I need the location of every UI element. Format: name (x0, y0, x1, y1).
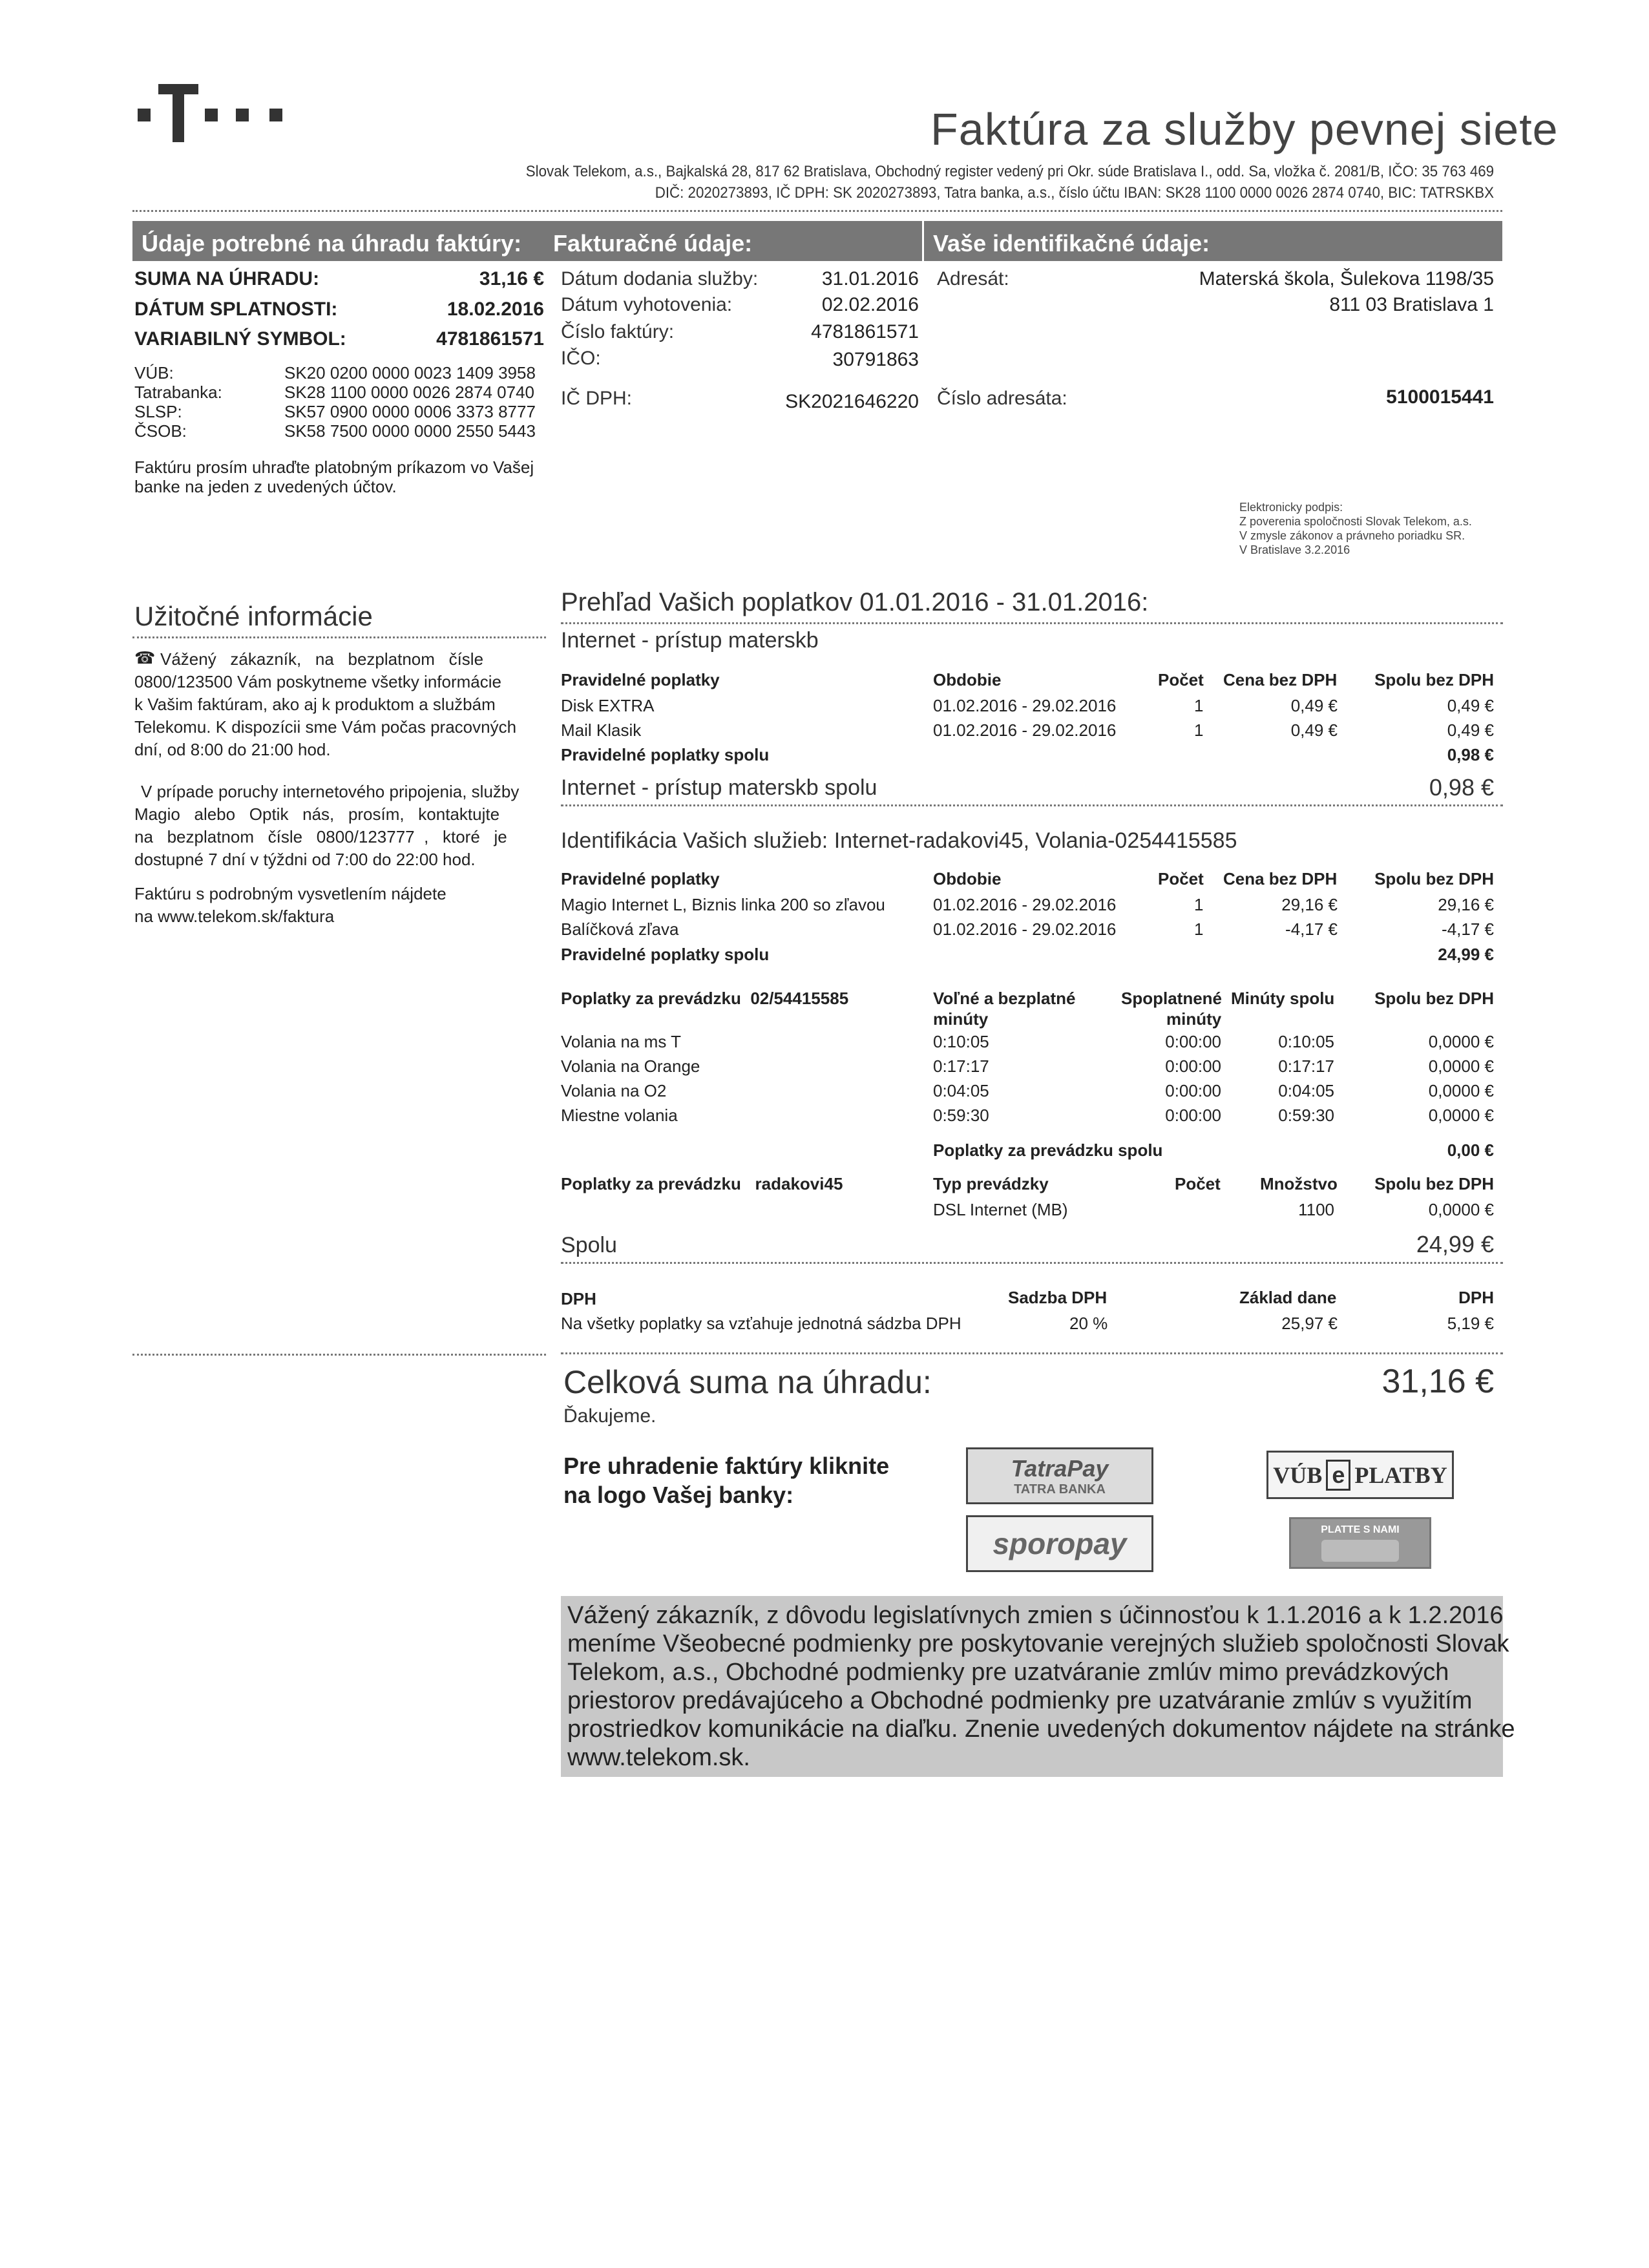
col-total: Spolu bez DPH (1374, 869, 1494, 888)
vat-heading: DPH (561, 1289, 596, 1308)
sporopay-button[interactable] (966, 1515, 1153, 1572)
billing-value: 31.01.2016 (821, 268, 919, 289)
section1-sum-label: Pravidelné poplatky spolu (561, 745, 770, 764)
splatnost-value: 18.02.2016 (446, 299, 544, 320)
row-period: 01.02.2016 - 29.02.2016 (933, 720, 1117, 740)
bank-iban: SK57 0900 0000 0006 3373 8777 (284, 402, 536, 421)
col-count: Počet (1175, 1174, 1221, 1193)
billing-heading: Fakturačné údaje: (544, 221, 922, 261)
vat-row-label: Na všetky poplatky sa vzťahuje jednotná sádzba DPH (561, 1314, 961, 1333)
company-line-2: DIČ: 2020273893, IČ DPH: SK 2020273893, Tatra banka, a.s., číslo účtu IBAN: SK28 1100 0000 0026 2874 0740, BIC: TATRSKBX (655, 184, 1494, 202)
col-type: Typ prevádzky (933, 1174, 1049, 1193)
traffic-paid: 0:00:00 (1165, 1056, 1221, 1076)
telekom-logo (132, 78, 300, 149)
section2-sum-value: 24,99 € (1438, 945, 1494, 964)
row-period: 01.02.2016 - 29.02.2016 (933, 919, 1117, 939)
row-total: -4,17 € (1442, 919, 1494, 939)
vub-platby-button[interactable] (1266, 1451, 1454, 1499)
col-price: Cena bez DPH (1223, 869, 1338, 888)
col-price: Cena bez DPH (1223, 670, 1338, 689)
data-qty: 1100 (1298, 1200, 1334, 1219)
traffic-free: 0:04:05 (933, 1081, 989, 1100)
vub-label: VÚB (1273, 1462, 1323, 1488)
spolu-label: Spolu (561, 1233, 617, 1257)
info-divider (132, 636, 546, 638)
traffic-item: Volania na ms T (561, 1032, 681, 1051)
data-heading: Poplatky za prevádzku radakovi45 (561, 1174, 843, 1193)
traffic-item: Volania na O2 (561, 1081, 667, 1100)
invoice-title: Faktúra za služby pevnej siete (930, 104, 1559, 154)
info-bottom-divider (132, 1354, 546, 1356)
bank-name: Tatrabanka: (134, 383, 222, 402)
row-count: 1 (1194, 720, 1204, 740)
col-total: Spolu bez DPH (1374, 670, 1494, 689)
payment-note: Faktúru prosím uhraďte platobným príkazom vo Vašej (134, 457, 534, 477)
row-total: 0,49 € (1447, 720, 1494, 740)
suma-label: SUMA NA ÚHRADU: (134, 268, 320, 289)
vat-vat-col: DPH (1458, 1288, 1494, 1307)
billing-value: 02.02.2016 (821, 294, 919, 315)
adresat-line-1: Materská škola, Šulekova 1198/35 (1199, 268, 1494, 289)
cislo-adresata-value: 5100015441 (1386, 386, 1494, 408)
vat-rate-col: Sadzba DPH (1008, 1288, 1108, 1307)
notice-line: www.telekom.sk. (567, 1744, 750, 1771)
notice-line: Vážený zákazník, z dôvodu legislatívnych zmien s účinnosťou k 1.1.2016 a k 1.2.2016 (567, 1602, 1504, 1629)
col-item: Pravidelné poplatky (561, 869, 720, 888)
info-text: dostupné 7 dní v týždni od 7:00 do 22:00 hod. (134, 850, 476, 869)
col-count: Počet (1158, 670, 1204, 689)
sporopay-label: sporopay (993, 1527, 1127, 1560)
csob-label: PLATTE S NAMI (1321, 1524, 1400, 1535)
csob-logo-icon (1321, 1540, 1399, 1562)
info-text: dní, od 8:00 do 21:00 hod. (134, 740, 331, 759)
info-text: 0800/123500 Vám poskytneme všetky informácie (134, 672, 501, 691)
notice-line: priestorov predávajúceho a Obchodné podmienky pre uzatváranie zmlúv s využitím (567, 1687, 1473, 1714)
info-text: Vážený zákazník, na bezplatnom čísle (160, 649, 484, 669)
spolu-divider (561, 1262, 1503, 1264)
vs-value: 4781861571 (436, 328, 544, 350)
traffic-heading: Poplatky za prevádzku 02/54415585 (561, 989, 849, 1008)
thanks-text: Ďakujeme. (563, 1405, 656, 1427)
suma-value: 31,16 € (479, 268, 544, 289)
traffic-free: 0:17:17 (933, 1056, 989, 1076)
col-period: Obdobie (933, 869, 1002, 888)
col-free: minúty (933, 1009, 989, 1029)
vat-base: 25,97 € (1281, 1314, 1338, 1333)
billing-label: IČO: (561, 348, 601, 369)
notice-line: meníme Všeobecné podmienky pre poskytovanie verejných služieb spoločnosti Slovak (567, 1630, 1509, 1657)
tatrapay-sub: TATRA BANKA (1014, 1482, 1106, 1496)
col-paid: minúty (1166, 1009, 1222, 1029)
signature-line: V zmysle zákonov a právneho poriadku SR. (1239, 529, 1465, 542)
traffic-total: 0,0000 € (1428, 1032, 1494, 1051)
row-item: Disk EXTRA (561, 696, 655, 715)
col-count: Počet (1158, 869, 1204, 888)
row-period: 01.02.2016 - 29.02.2016 (933, 895, 1117, 914)
col-total: Spolu bez DPH (1374, 989, 1494, 1008)
section1-sum-value: 0,98 € (1447, 745, 1494, 764)
pay-prompt: na logo Vašej banky: (563, 1482, 794, 1508)
signature-line: Elektronicky podpis: (1239, 501, 1343, 514)
pay-prompt: Pre uhradenie faktúry kliknite (563, 1453, 890, 1479)
traffic-minutes: 0:10:05 (1278, 1032, 1334, 1051)
cislo-adresata-label: Číslo adresáta: (937, 388, 1067, 409)
traffic-paid: 0:00:00 (1165, 1032, 1221, 1051)
vs-label: VARIABILNÝ SYMBOL: (134, 328, 346, 350)
row-price: 0,49 € (1290, 720, 1338, 740)
col-free: Voľné a bezplatné (933, 989, 1076, 1008)
vub-platby-label: PLATBY (1354, 1462, 1447, 1488)
row-item: Balíčková zľava (561, 919, 679, 939)
adresat-label: Adresát: (937, 268, 1009, 289)
traffic-paid: 0:00:00 (1165, 1081, 1221, 1100)
info-link[interactable]: na www.telekom.sk/faktura (134, 907, 335, 926)
col-paid: Spoplatnené (1121, 989, 1223, 1008)
traffic-item: Volania na Orange (561, 1056, 700, 1076)
bank-iban: SK28 1100 0000 0026 2874 0740 (284, 383, 534, 402)
legal-notice (561, 1596, 1515, 1777)
signature-line: Z poverenia spoločnosti Slovak Telekom, a.s. (1239, 515, 1472, 528)
vat-value: 5,19 € (1447, 1314, 1494, 1333)
billing-value: 4781861571 (811, 321, 919, 342)
billing-value: 30791863 (832, 349, 919, 370)
payment-note: banke na jeden z uvedených účtov. (134, 477, 397, 496)
section1-title: Internet - prístup materskb (561, 628, 819, 653)
traffic-minutes: 0:59:30 (1278, 1106, 1334, 1125)
info-text: V prípade poruchy internetového pripojenia, služby (141, 782, 520, 801)
billing-value: SK2021646220 (785, 391, 919, 412)
overview-heading: Prehľad Vašich poplatkov 01.01.2016 - 31.01.2016: (561, 588, 1149, 616)
info-text: Faktúru s podrobným vysvetlením nájdete (134, 884, 446, 903)
row-total: 0,49 € (1447, 696, 1494, 715)
bank-iban: SK20 0200 0000 0023 1409 3958 (284, 363, 536, 383)
adresat-line-2: 811 03 Bratislava 1 (1329, 294, 1494, 315)
vat-divider (561, 1352, 1503, 1354)
section2-sum-label: Pravidelné poplatky spolu (561, 945, 770, 964)
csob-platte-button[interactable] (1289, 1517, 1431, 1569)
col-item: Pravidelné poplatky (561, 670, 720, 689)
bank-name: SLSP: (134, 402, 182, 421)
bank-name: ČSOB: (134, 421, 187, 441)
info-text: Magio alebo Optik nás, prosím, kontaktujte (134, 804, 500, 824)
traffic-free: 0:10:05 (933, 1032, 989, 1051)
company-line-1: Slovak Telekom, a.s., Bajkalská 28, 817 62 Bratislava, Obchodný register vedený pri Okr. súde Bratislava I., odd. Sa, vložka č. 2081/B, IČO: 35 763 469 (525, 163, 1494, 180)
header-divider (132, 210, 1502, 212)
row-item: Mail Klasik (561, 720, 642, 740)
notice-line: Telekom, a.s., Obchodné podmienky pre uzatváranie zmlúv mimo prevádzkových (567, 1659, 1449, 1686)
info-text: na bezplatnom čísle 0800/123777 , ktoré je (134, 827, 507, 846)
traffic-free: 0:59:30 (933, 1106, 989, 1125)
data-type: DSL Internet (MB) (933, 1200, 1068, 1219)
traffic-total: 0,0000 € (1428, 1081, 1494, 1100)
info-heading: Užitočné informácie (134, 601, 373, 631)
section1-total-label: Internet - prístup materskb spolu (561, 775, 877, 800)
section1-total-value: 0,98 € (1429, 774, 1494, 801)
row-price: 0,49 € (1290, 696, 1338, 715)
col-qty: Množstvo (1260, 1174, 1338, 1193)
billing-label: IČ DPH: (561, 388, 633, 409)
total-value: 31,16 € (1381, 1363, 1494, 1400)
data-total: 0,0000 € (1428, 1200, 1494, 1219)
info-text: k Vašim faktúram, ako aj k produktom a službám (134, 695, 496, 714)
section2-title: Identifikácia Vašich služieb: Internet-radakovi45, Volania-0254415585 (561, 828, 1237, 853)
vub-e-label: e (1326, 1460, 1350, 1491)
bank-iban: SK58 7500 0000 0000 2550 5443 (284, 421, 536, 441)
vat-base-col: Základ dane (1239, 1288, 1337, 1307)
traffic-sum-label: Poplatky za prevádzku spolu (933, 1140, 1163, 1160)
row-period: 01.02.2016 - 29.02.2016 (933, 696, 1117, 715)
vat-rate: 20 % (1069, 1314, 1108, 1333)
section1-divider (561, 804, 1503, 806)
col-minutes: Minúty spolu (1231, 989, 1335, 1008)
notice-line: prostriedkov komunikácie na diaľku. Znenie uvedených dokumentov nájdete na stránke (567, 1716, 1515, 1743)
splatnost-label: DÁTUM SPLATNOSTI: (134, 299, 338, 320)
row-item: Magio Internet L, Biznis linka 200 so zľavou (561, 895, 885, 914)
tatrapay-button[interactable] (966, 1447, 1153, 1504)
phone-icon: ☎ (134, 648, 156, 667)
total-label: Celková suma na úhradu: (563, 1364, 932, 1400)
row-total: 29,16 € (1438, 895, 1494, 914)
row-count: 1 (1194, 895, 1204, 914)
row-count: 1 (1194, 919, 1204, 939)
billing-label: Dátum vyhotovenia: (561, 294, 733, 315)
row-count: 1 (1194, 696, 1204, 715)
traffic-total: 0,0000 € (1428, 1056, 1494, 1076)
traffic-paid: 0:00:00 (1165, 1106, 1221, 1125)
traffic-minutes: 0:04:05 (1278, 1081, 1334, 1100)
col-total: Spolu bez DPH (1374, 1174, 1494, 1193)
info-text: Telekomu. K dispozícii sme Vám počas pracovných (134, 717, 517, 737)
billing-label: Číslo faktúry: (561, 321, 675, 342)
row-price: -4,17 € (1285, 919, 1338, 939)
payment-heading: Údaje potrebné na úhradu faktúry: (132, 221, 546, 261)
traffic-total: 0,0000 € (1428, 1106, 1494, 1125)
overview-divider (561, 622, 1503, 624)
tatrapay-label: TatraPay (1011, 1454, 1109, 1482)
billing-label: Dátum dodania služby: (561, 268, 759, 289)
spolu-value: 24,99 € (1416, 1231, 1494, 1257)
identity-heading: Vaše identifikačné údaje: (924, 221, 1502, 261)
traffic-sum-value: 0,00 € (1447, 1140, 1494, 1160)
signature-line: V Bratislave 3.2.2016 (1239, 543, 1350, 556)
col-period: Obdobie (933, 670, 1002, 689)
bank-name: VÚB: (134, 363, 174, 383)
row-price: 29,16 € (1281, 895, 1338, 914)
traffic-minutes: 0:17:17 (1278, 1056, 1334, 1076)
traffic-item: Miestne volania (561, 1106, 678, 1125)
